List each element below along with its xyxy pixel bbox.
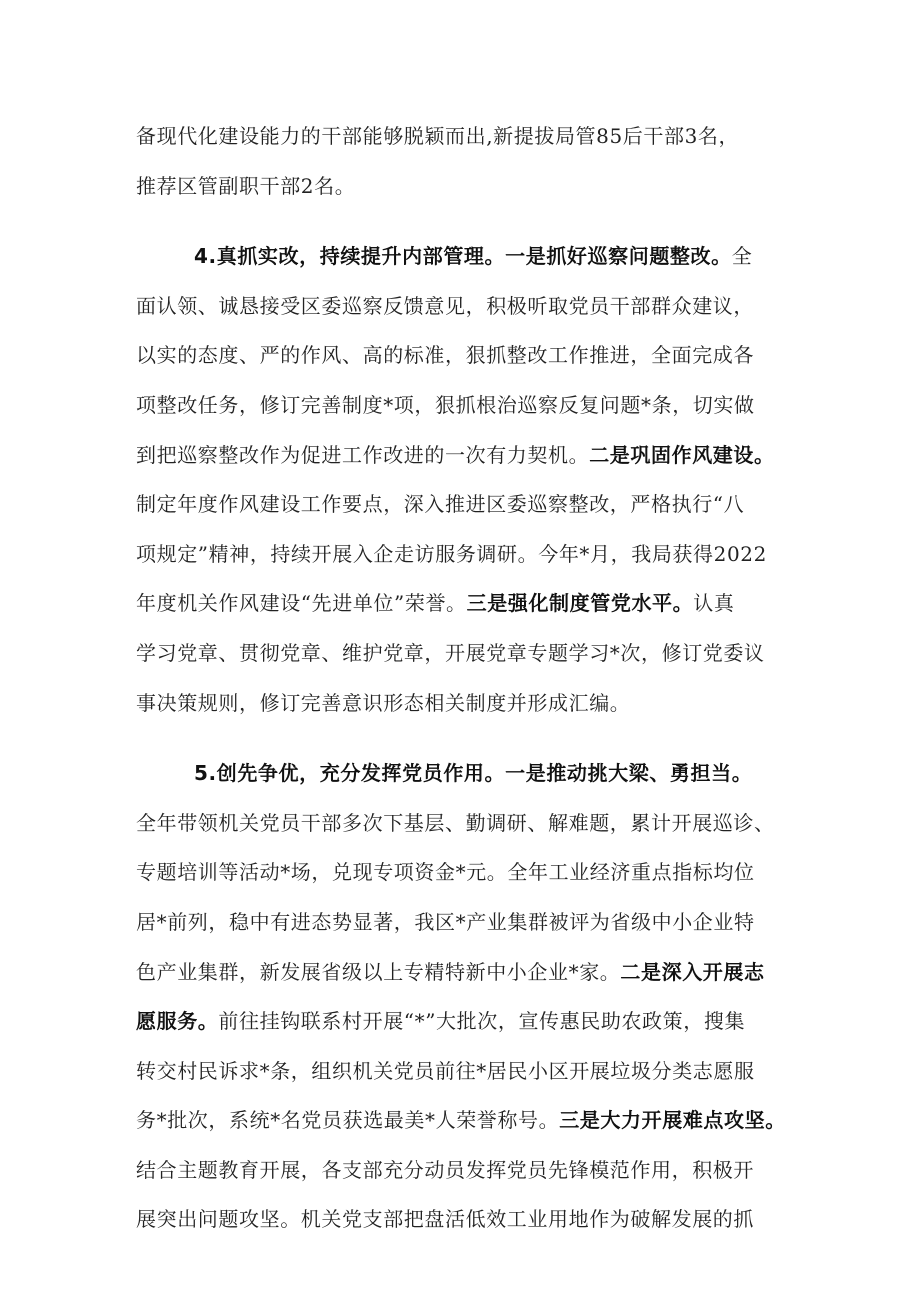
text-run: 色产业集群，新发展省级以上专精特新中小企业*家。 [136, 959, 621, 984]
text-run: 结合主题教育开展，各支部充分动员发挥党员先锋模范作用，积极开 [136, 1157, 754, 1182]
text-run: 认真 [693, 591, 735, 616]
text-line [136, 1047, 796, 1097]
paragraph-heading-line [136, 749, 796, 799]
text-line [136, 1096, 796, 1146]
paragraph-gap [136, 211, 796, 232]
bold-subheading: 三是强化制度管党水平。 [466, 591, 694, 616]
text-line [136, 1195, 796, 1245]
text-run: 制定年度作风建设工作要点，深入推进区委巡察整改，严格执行“八 [136, 492, 745, 517]
text-line [136, 1146, 796, 1196]
text-line [136, 282, 796, 332]
bold-subheading: 三是大力开展难点攻坚。 [559, 1108, 786, 1133]
text-run: 项整改任务，修订完善制度*项，狠抓根治巡察反复问题*条，切实做 [136, 392, 755, 417]
text-line [136, 162, 796, 212]
text-run: 年度机关作风建设“先进单位”荣誉。 [136, 591, 467, 616]
text-run: 以实的态度、严的作风、高的标准，狠抓整改工作推进，全面完成各 [136, 343, 754, 368]
text-line [136, 799, 796, 849]
text-run: 展突出问题攻坚。机关党支部把盘活低效工业用地作为破解发展的抓 [136, 1207, 754, 1232]
document-body [136, 112, 796, 1245]
text-line [136, 112, 796, 162]
text-run: 学习党章、贯彻党章、维护党章，开展党章专题学习*次，修订党委议 [136, 640, 765, 665]
text-run: 居*前列，稳中有进态势显著，我区*产业集群被评为省级中小企业特 [136, 909, 755, 934]
text-run: 全年带领机关党员干部多次下基层、勤调研、解难题，累计开展巡诊、 [136, 810, 775, 835]
text-run: 项规定”精神，持续开展入企走访服务调研。今年*月，我局获得2022 [136, 541, 767, 566]
bold-subheading: 愿服务。 [136, 1009, 219, 1034]
bold-heading: 5.创先争优，充分发挥党员作用。一是推动挑大梁、勇担当。 [194, 761, 753, 786]
text-run: 面认领、诚恳接受区委巡察反馈意见，积极听取党员干部群众建议， [136, 293, 754, 318]
text-line [136, 431, 796, 481]
text-line [136, 679, 796, 729]
text-run: 全 [731, 244, 753, 269]
text-line [136, 381, 796, 431]
text-line [136, 948, 796, 998]
text-line [136, 848, 796, 898]
text-run: 推荐区管副职干部2名。 [136, 173, 356, 198]
text-run: 专题培训等活动*场，兑现专项资金*元。全年工业经济重点指标均位 [136, 860, 755, 885]
bold-subheading: 二是深入开展志 [620, 959, 765, 984]
paragraph-heading-line [136, 232, 796, 282]
text-line [136, 331, 796, 381]
text-line [136, 530, 796, 580]
text-line [136, 480, 796, 530]
text-run: 事决策规则，修订完善意识形态相关制度并形成汇编。 [136, 690, 631, 715]
text-run: 备现代化建设能力的干部能够脱颖而出,新提拔局管85后干部3名， [136, 124, 740, 148]
bold-heading: 4.真抓实改，持续提升内部管理。一是抓好巡察问题整改。 [194, 244, 732, 269]
text-line [136, 997, 796, 1047]
text-line [136, 898, 796, 948]
text-run: 到把巡察整改作为促进工作改进的一次有力契机。 [136, 442, 590, 467]
bold-subheading: 二是巩固作风建设。 [589, 442, 775, 467]
text-line [136, 629, 796, 679]
text-run: 转交村民诉求*条，组织机关党员前往*居民小区开展垃圾分类志愿服 [136, 1058, 755, 1083]
text-line [136, 579, 796, 629]
text-run: 前往挂钩联系村开展“*”大批次，宣传惠民助农政策，搜集 [218, 1009, 746, 1034]
text-run: 务*批次，系统*名党员获选最美*人荣誉称号。 [136, 1108, 560, 1133]
paragraph-gap [136, 728, 796, 749]
